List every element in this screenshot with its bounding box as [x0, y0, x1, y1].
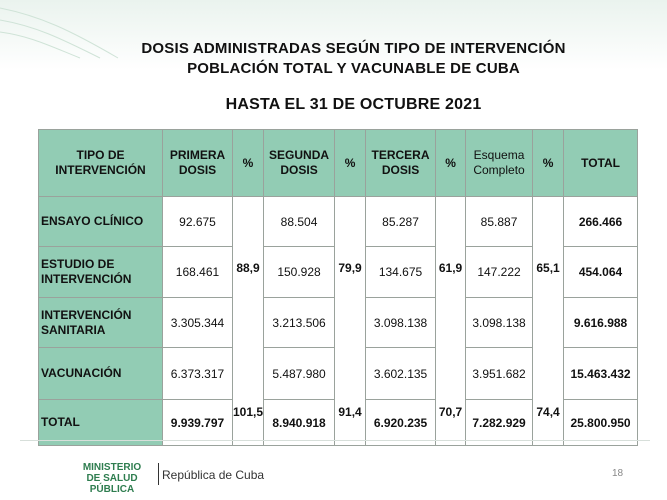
header-pct-tercera: % [436, 130, 466, 197]
pct-primera-bottom: 101,5 [233, 298, 264, 446]
header-primera-dosis: PRIMERA DOSIS [163, 130, 233, 197]
header-tercera-dosis: TERCERA DOSIS [366, 130, 436, 197]
cell-total: 9.616.988 [564, 298, 638, 348]
pct-tercera-top: 61,9 [436, 197, 466, 298]
cell-total: 266.466 [564, 197, 638, 247]
pct-segunda-bottom: 91,4 [335, 298, 366, 446]
table-header-row [39, 130, 638, 197]
header-pct-esquema: % [533, 130, 564, 197]
header-esquema-completo: Esquema Completo [466, 130, 533, 197]
logo-separator [158, 463, 159, 485]
pct-primera-top: 88,9 [233, 197, 264, 298]
cell-total: 15.463.432 [564, 348, 638, 400]
cell-total: 25.800.950 [564, 400, 638, 446]
row-label: INTERVENCIÓN SANITARIA [39, 298, 163, 348]
footer-divider [20, 440, 650, 441]
cell-primera: 168.461 [163, 247, 233, 298]
cell-tercera: 3.098.138 [366, 298, 436, 348]
cell-esquema: 147.222 [466, 247, 533, 298]
cell-primera: 92.675 [163, 197, 233, 247]
cell-segunda: 8.940.918 [264, 400, 335, 446]
title-line-2: POBLACIÓN TOTAL Y VACUNABLE DE CUBA [187, 60, 520, 77]
cell-tercera: 85.287 [366, 197, 436, 247]
row-label: VACUNACIÓN [39, 348, 163, 400]
ministry-logo: MINISTERIO DE SALUD PÚBLICA [82, 462, 142, 495]
cell-primera: 3.305.344 [163, 298, 233, 348]
cell-segunda: 88.504 [264, 197, 335, 247]
header-segunda-dosis: SEGUNDA DOSIS [264, 130, 335, 197]
cell-primera: 9.939.797 [163, 400, 233, 446]
pct-esquema-bottom: 74,4 [533, 298, 564, 446]
header-total: TOTAL [564, 130, 638, 197]
cell-segunda: 150.928 [264, 247, 335, 298]
pct-tercera-bottom: 70,7 [436, 298, 466, 446]
cell-segunda: 3.213.506 [264, 298, 335, 348]
cell-primera: 6.373.317 [163, 348, 233, 400]
row-label: ENSAYO CLÍNICO [39, 197, 163, 247]
cell-tercera: 6.920.235 [366, 400, 436, 446]
cell-total: 454.064 [564, 247, 638, 298]
header-pct-primera: % [233, 130, 264, 197]
header-pct-segunda: % [335, 130, 366, 197]
page-number: 18 [612, 468, 624, 479]
header-tipo: TIPO DE INTERVENCIÓN [39, 130, 163, 197]
cell-esquema: 85.887 [466, 197, 533, 247]
cell-segunda: 5.487.980 [264, 348, 335, 400]
cell-esquema: 7.282.929 [466, 400, 533, 446]
table-row-intervencion-sanitaria [39, 298, 638, 348]
date-subtitle: HASTA EL 31 DE OCTUBRE 2021 [225, 96, 482, 113]
cell-tercera: 134.675 [366, 247, 436, 298]
cell-tercera: 3.602.135 [366, 348, 436, 400]
table-row-ensayo-clinico [39, 197, 638, 247]
republica-label: República de Cuba [162, 468, 265, 482]
title-line-1: DOSIS ADMINISTRADAS SEGÚN TIPO DE INTERVENCIÓN [141, 40, 566, 57]
pct-esquema-top: 65,1 [533, 197, 564, 298]
cell-esquema: 3.951.682 [466, 348, 533, 400]
cell-esquema: 3.098.138 [466, 298, 533, 348]
row-label: TOTAL [39, 400, 163, 446]
doses-table [38, 129, 638, 446]
pct-segunda-top: 79,9 [335, 197, 366, 298]
row-label: ESTUDIO DE INTERVENCIÓN [39, 247, 163, 298]
